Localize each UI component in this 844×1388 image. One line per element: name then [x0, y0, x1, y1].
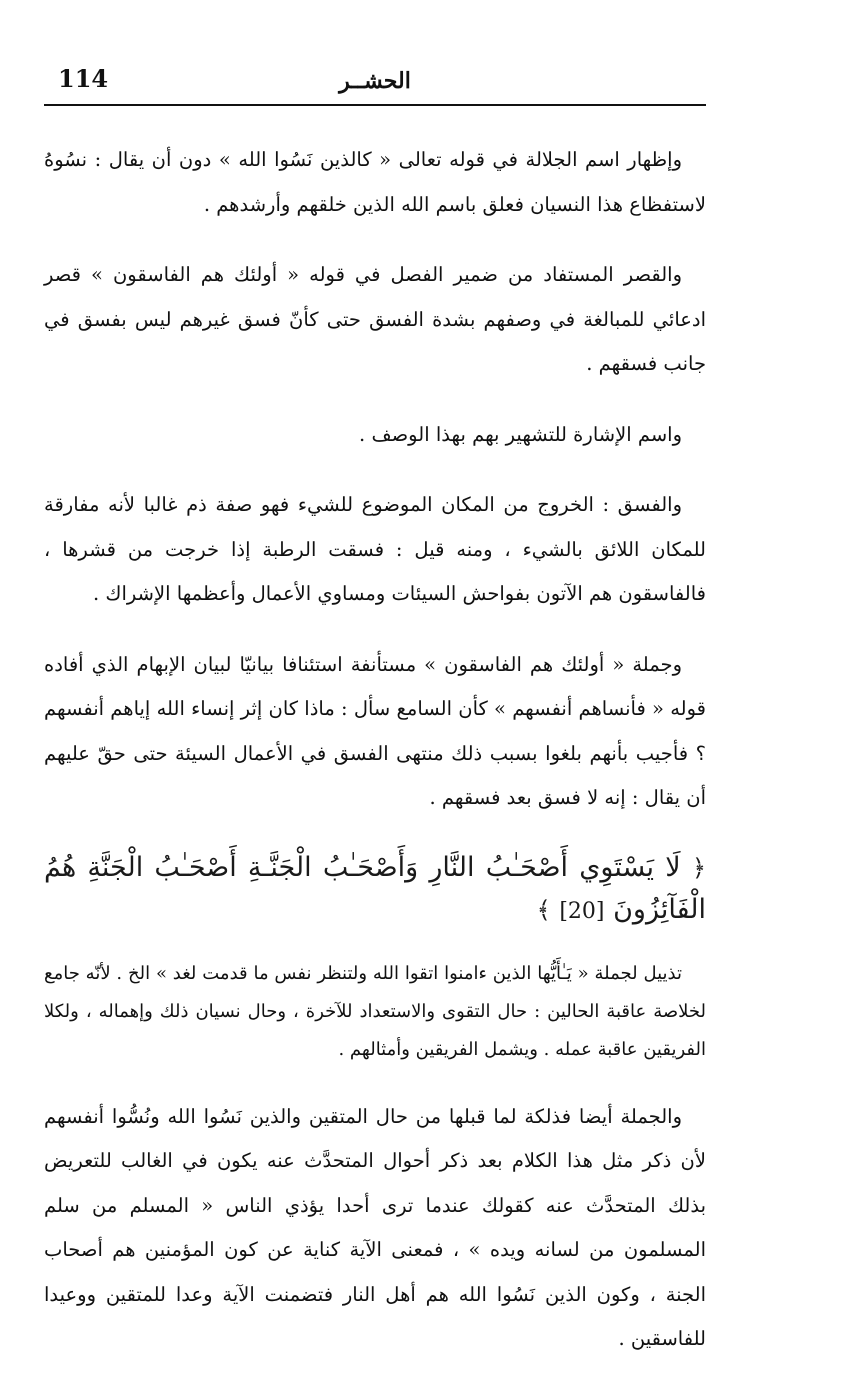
verse-number: [20]	[559, 898, 605, 924]
running-title: الحشــر	[339, 68, 411, 94]
verse-open-bracket: ﴿	[691, 853, 706, 882]
page-header	[44, 60, 706, 106]
page-number: 114	[58, 64, 109, 93]
paragraph: وإظهار اسم الجلالة في قوله تعالى « كالذين نَسُوا الله » دون أن يقال : نسُوهُ لاستفظاع هذا النسيان فعلق باسم الله الذين خلقهم وأرشدهم .	[44, 148, 706, 216]
quran-verse	[44, 847, 706, 933]
verse-close-bracket: ﴾	[536, 895, 551, 924]
paragraph: والفسق : الخروج من المكان الموضوع للشيء فهو صفة ذم غالبا لأنه مفارقة للمكان اللائق بالشيء ، ومنه قيل : فسقت الرطبة إذا خرجت من قشرها ، فالفاسقون هم الآتون بفواحش السيئات ومساوي الأعمال وأعظمها الإشراك .	[44, 493, 706, 605]
paragraph: والجملة أيضا فذلكة لما قبلها من حال المتقين والذين نَسُوا الله ونُسُّوا أنفسهم لأن ذكر مثل هذا الكلام بعد ذكر أحوال المتحدَّث عنه يكون في الغالب للتعريض بذلك المتحدَّث عنه كقولك عندما ترى أحدا يؤذي الناس « المسلم من سلم المسلمون من لسانه ويده » ، فمعنى الآية كناية عن كون المؤمنين هم أصحاب الجنة ، وكون الذين نَسُوا الله هم أهل النار فتضمنت الآية وعدا للمتقين ووعيدا للفاسقين .	[44, 1104, 706, 1350]
paragraph: واسم الإشارة للتشهير بهم بهذا الوصف .	[359, 422, 682, 446]
verse-text: لَا يَسْتَوِي أَصْحَـٰبُ النَّارِ وَأَصْحَـٰبُ الْجَنَّـةِ أَصْحَـٰبُ الْجَنَّةِ هُمُ الْفَآئِزُونَ	[44, 851, 706, 925]
paragraph: وجملة « أولئك هم الفاسقون » مستأنفة استئنافا بيانيّا لبيان الإبهام الذي أفاده قوله « فأنساهم أنفسهم » كأن السامع سأل : ماذا كان إثر إنساء الله إياهم أنفسهم ؟ فأجيب بأنهم بلغوا بسبب ذلك منتهى الفسق في الأعمال السيئة حتى حقّ عليهم أن يقال : إنه لا فسق بعد فسقهم .	[44, 652, 706, 809]
page-body	[44, 138, 706, 1388]
paragraph: والقصر المستفاد من ضمير الفصل في قوله « أولئك هم الفاسقون » قصر ادعائي للمبالغة في وصفهم بشدة الفسق حتى كأنّ فسق غيرهم ليس بفسق في جانب فسقهم .	[44, 263, 706, 375]
paragraph: تذييل لجملة « يَـٰأَيُّها الذين ءامنوا اتقوا الله ولتنظر نفس ما قدمت لغد » الخ . لأنّه جامع لخلاصة عاقبة الحالين : حال التقوى والاستعداد للآخرة ، وحال نسيان ذلك وإهماله ، ولكلا الفريقين عاقبة عمله . ويشمل الفريقين وأمثالهم .	[44, 962, 706, 1060]
